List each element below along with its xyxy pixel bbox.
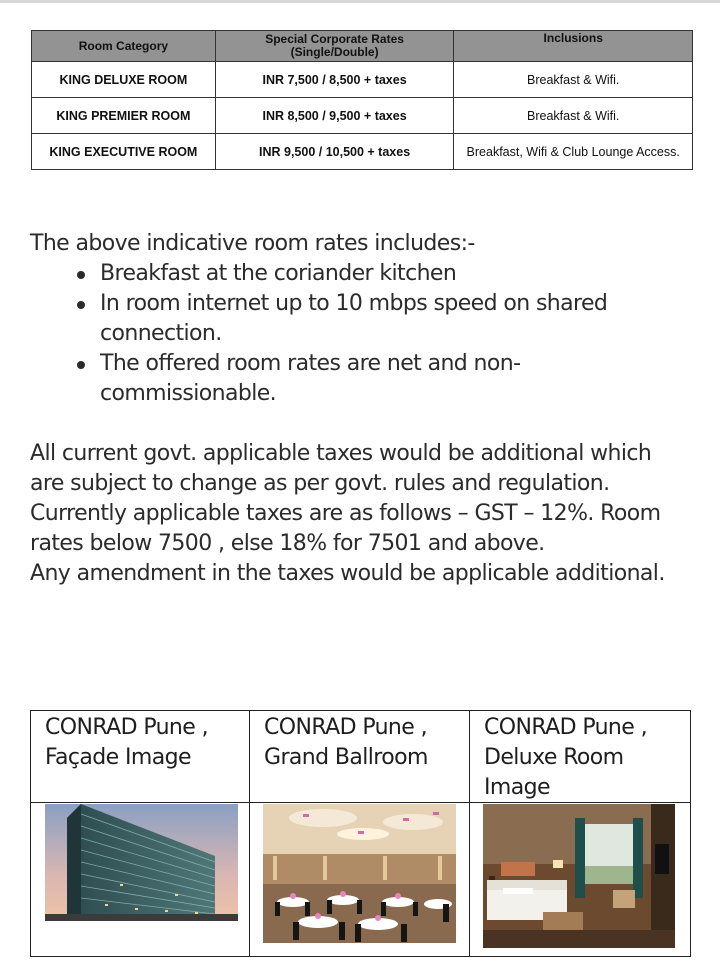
taxes-section — [30, 439, 690, 589]
row-category: KING DELUXE ROOM — [32, 62, 216, 98]
bullet-icon — [77, 361, 85, 369]
includes-heading: The above indicative room rates includes:- — [30, 231, 475, 256]
bullet-icon — [77, 301, 85, 309]
list-item — [30, 349, 690, 409]
table-row — [32, 134, 693, 170]
row-rate: INR 9,500 / 10,500 + taxes — [215, 134, 454, 170]
deluxe-room-photo — [483, 804, 675, 948]
caption-cell — [31, 711, 250, 803]
header-room-category: Room Category — [32, 31, 216, 62]
image-cell — [470, 803, 690, 956]
taxes-paragraph-2: Currently applicable taxes are as follows – GST – 12%. Room rates below 7500 , else 18% for 7501 and above. — [30, 501, 661, 556]
image-cell — [31, 803, 250, 956]
list-item-text: Breakfast at the coriander kitchen — [100, 261, 457, 286]
facade-photo — [45, 804, 238, 921]
list-item-text: The offered room rates are net and non-commissionable. — [100, 351, 521, 406]
ballroom-caption: CONRAD Pune , Grand Ballroom — [264, 715, 428, 770]
ballroom-photo — [263, 804, 456, 943]
facade-caption: CONRAD Pune , Façade Image — [45, 715, 209, 770]
image-gallery-table — [30, 710, 691, 957]
header-rates-line1: Special Corporate Rates — [265, 32, 404, 46]
header-inclusions: Inclusions — [454, 31, 693, 62]
row-category: KING PREMIER ROOM — [32, 98, 216, 134]
page-top-edge — [0, 0, 720, 3]
list-item — [30, 259, 690, 289]
list-item-text: In room internet up to 10 mbps speed on shared connection. — [100, 291, 608, 346]
includes-list — [30, 259, 690, 409]
row-category: KING EXECUTIVE ROOM — [32, 134, 216, 170]
taxes-paragraph-1: All current govt. applicable taxes would be additional which are subject to change as per govt. rules and regulation. — [30, 441, 652, 496]
includes-section — [30, 229, 690, 409]
taxes-paragraph-3: Any amendment in the taxes would be applicable additional. — [30, 561, 665, 586]
caption-cell — [250, 711, 470, 803]
row-rate: INR 7,500 / 8,500 + taxes — [215, 62, 454, 98]
row-inclusions: Breakfast & Wifi. — [454, 62, 693, 98]
table-header-row — [32, 31, 693, 62]
bullet-icon — [77, 271, 85, 279]
row-rate: INR 8,500 / 9,500 + taxes — [215, 98, 454, 134]
caption-cell — [470, 711, 690, 803]
table-row — [32, 98, 693, 134]
room-rates-table — [31, 30, 693, 170]
header-special-rates — [215, 31, 454, 62]
list-item — [30, 289, 690, 349]
row-inclusions: Breakfast, Wifi & Club Lounge Access. — [454, 134, 693, 170]
table-row — [32, 62, 693, 98]
image-cell — [250, 803, 470, 956]
header-rates-line2: (Single/Double) — [290, 45, 379, 59]
row-inclusions: Breakfast & Wifi. — [454, 98, 693, 134]
deluxe-room-caption: CONRAD Pune , Deluxe Room Image — [484, 715, 648, 800]
